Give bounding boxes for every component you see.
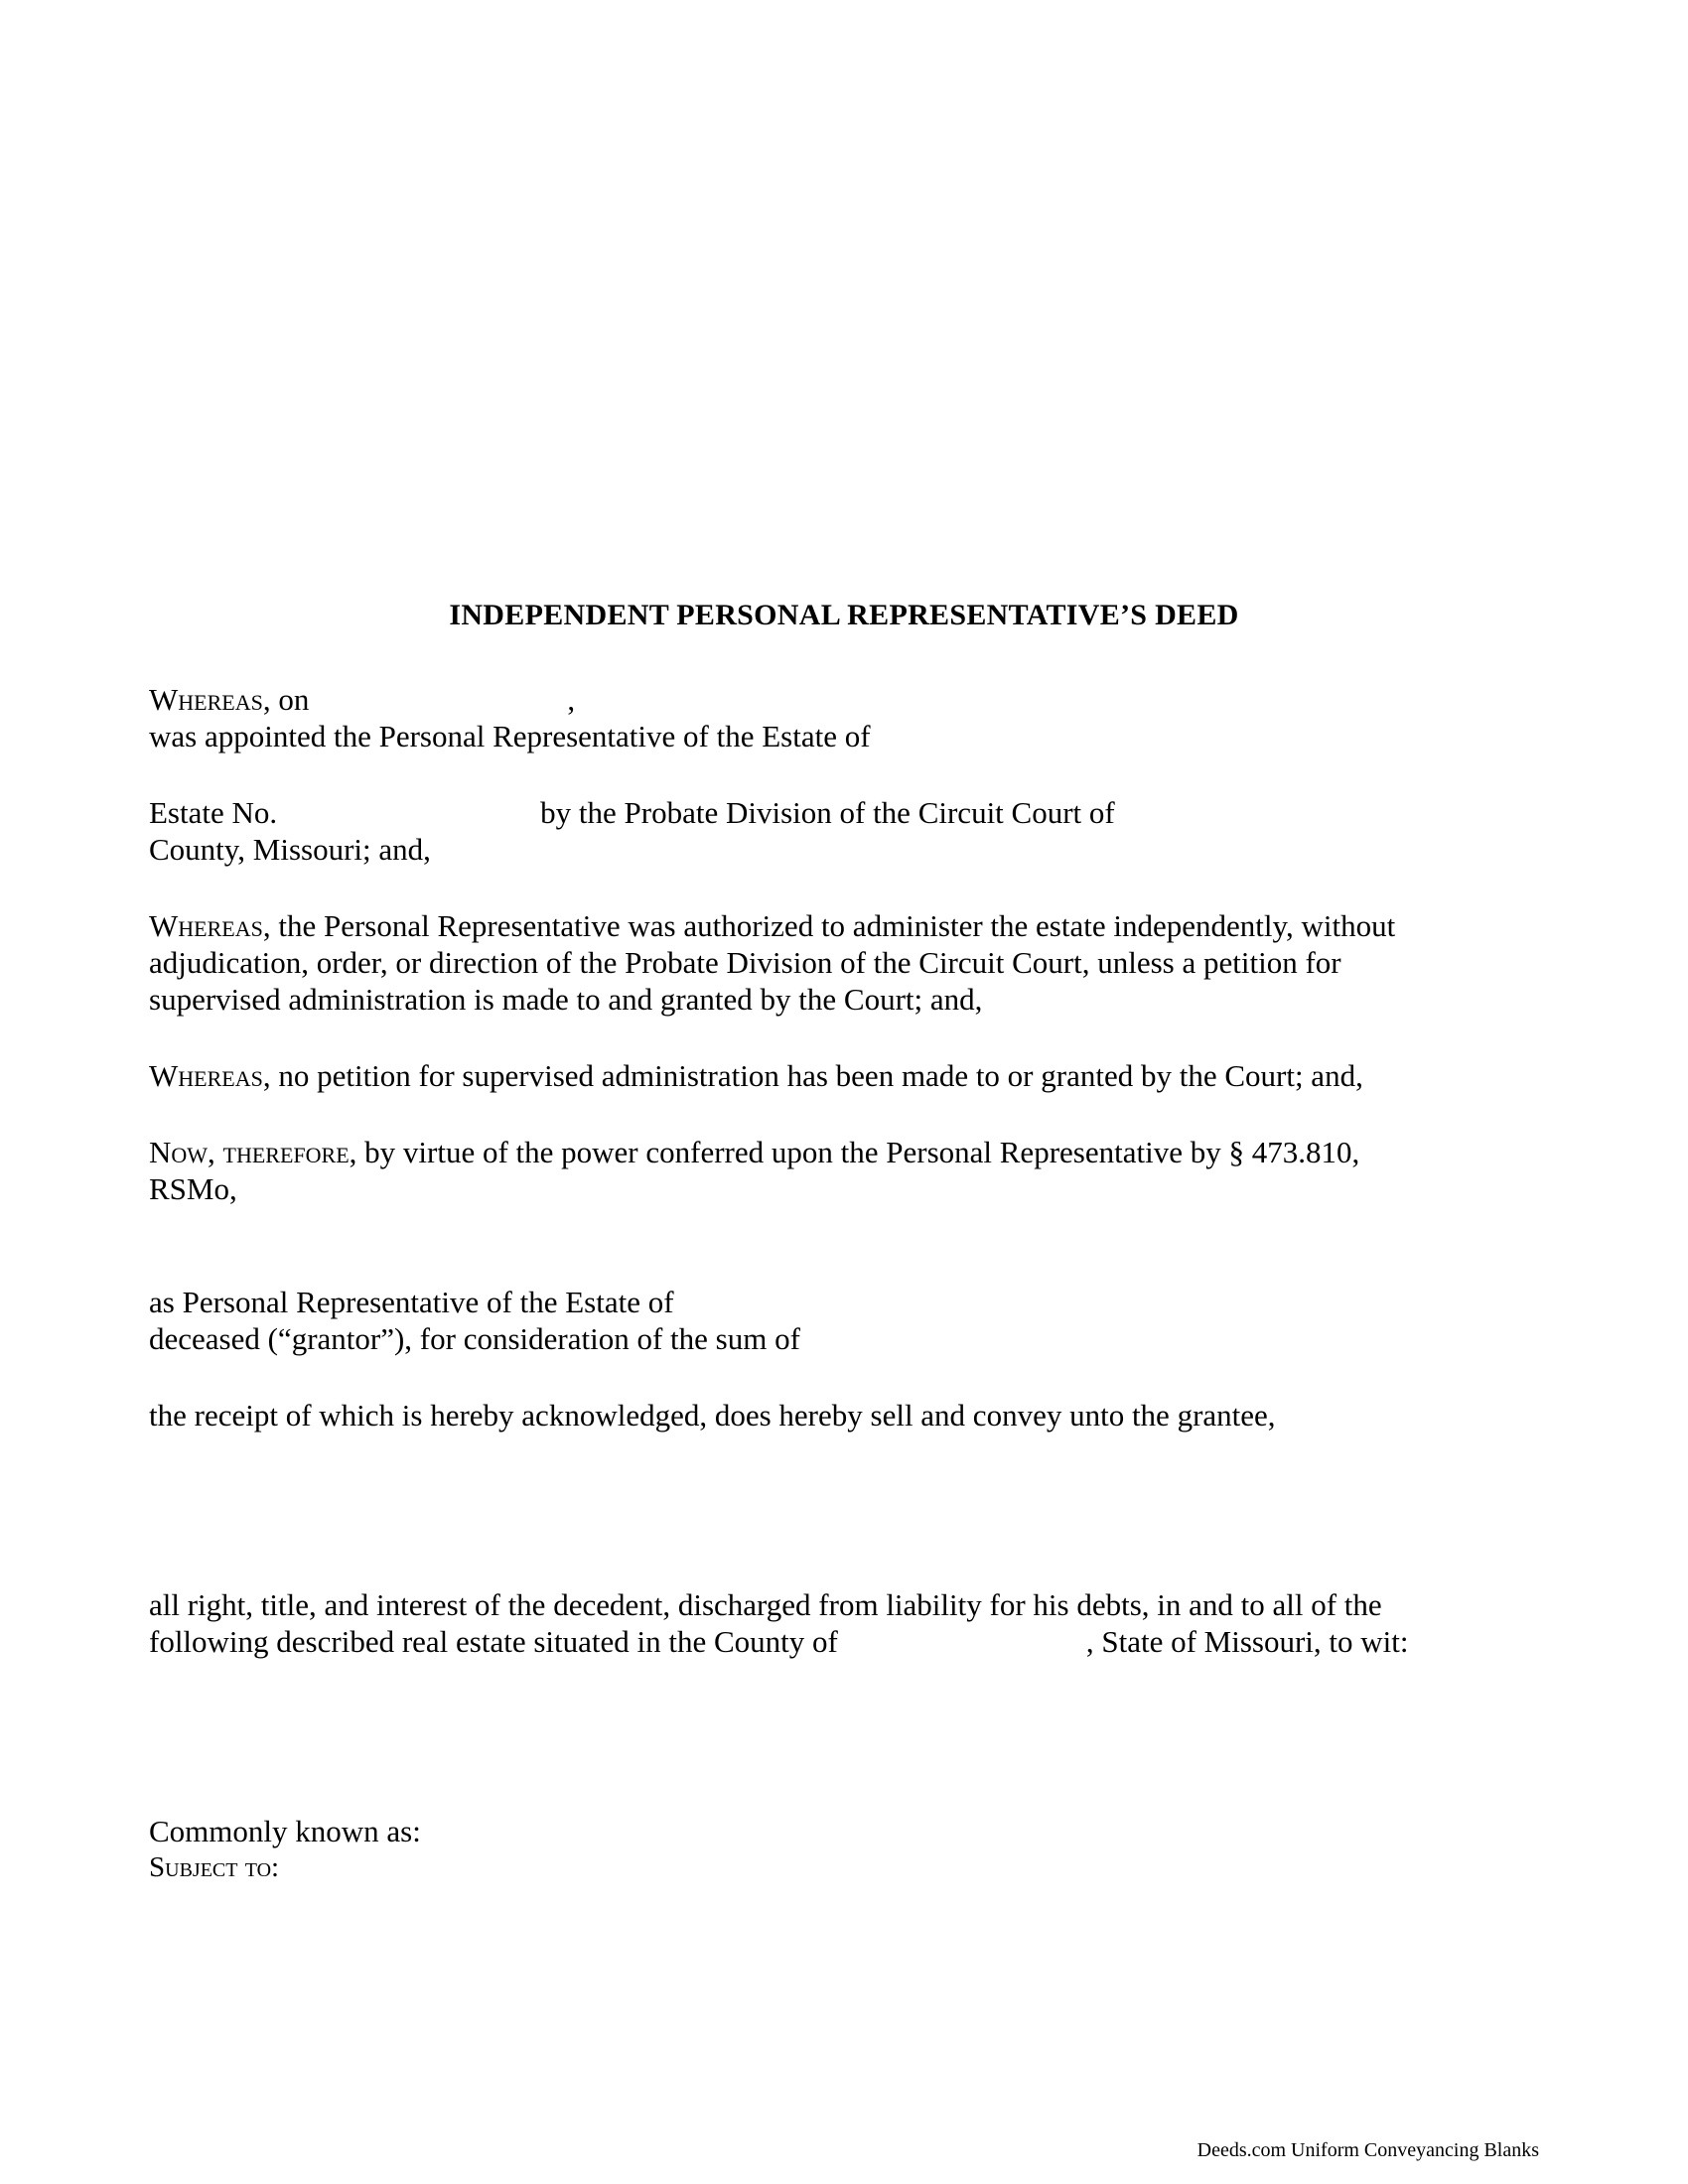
- estate-no-line: Estate No. by the Probate Division of the Circuit Court of: [149, 795, 1115, 830]
- whereas-authorized-line-2: adjudication, order, or direction of the Probate Division of the Circuit Court, unless a petition for: [149, 945, 1341, 980]
- page-title: INDEPENDENT PERSONAL REPRESENTATIVE’S DEED: [449, 599, 1239, 631]
- right-title-line-1: all right, title, and interest of the decedent, discharged from liability for his debts, in and to all of the: [149, 1587, 1382, 1622]
- footer-brand: Deeds.com Uniform Conveyancing Blanks: [1196, 2139, 1539, 2161]
- subject-to-label: Subject to:: [149, 1851, 280, 1883]
- county-missouri-line: County, Missouri; and,: [149, 832, 431, 867]
- now-therefore-line-2: RSMo,: [149, 1171, 237, 1206]
- whereas-authorized-line-3: supervised administration is made to and granted by the Court; and,: [149, 982, 983, 1017]
- whereas-no-petition-line: Whereas, no petition for supervised administration has been made to or granted by the Court; and,: [149, 1058, 1363, 1093]
- now-therefore-line-1: Now, therefore, by virtue of the power conferred upon the Personal Representative by § 473.810,: [149, 1135, 1360, 1169]
- whereas-authorized-line-1: Whereas, the Personal Representative was authorized to administer the estate independently, without: [149, 908, 1396, 943]
- whereas-lead: Whereas: [149, 682, 263, 717]
- right-title-line-2: following described real estate situated in the County of , State of Missouri, to wit:: [149, 1624, 1409, 1659]
- estate-no-label: Estate No.: [149, 795, 278, 830]
- commonly-known-label: Commonly known as:: [149, 1814, 421, 1848]
- personal-rep-line-1: as Personal Representative of the Estate of: [149, 1285, 674, 1319]
- receipt-line: the receipt of which is hereby acknowledged, does hereby sell and convey unto the grantee,: [149, 1398, 1276, 1433]
- whereas-appointed-line-2: was appointed the Personal Representative of the Estate of: [149, 719, 871, 753]
- personal-rep-line-2: deceased (“grantor”), for consideration of the sum of: [149, 1321, 800, 1356]
- whereas-appointed-line-1: Whereas, on ,: [149, 682, 576, 717]
